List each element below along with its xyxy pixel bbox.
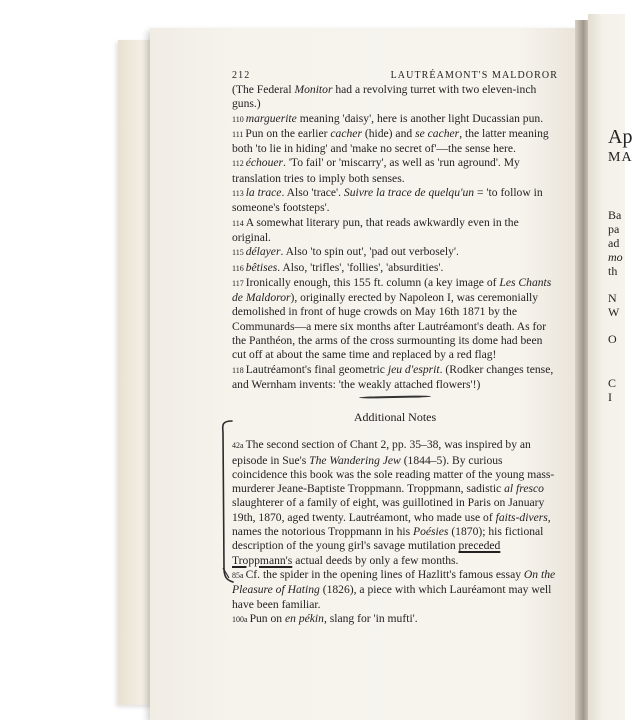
book-gutter — [575, 20, 589, 720]
note-100a: 100a Pun on en pékin, slang for 'in mufti'. — [232, 611, 418, 625]
running-head — [232, 70, 558, 81]
facing-page-text: Ba — [608, 208, 622, 222]
facing-page-text: O — [608, 332, 617, 346]
note-115: 115 délayer. Also 'to spin out', 'pad out verbosely'. — [232, 245, 459, 259]
facing-page-text: th — [608, 264, 618, 278]
facing-page-text: I — [608, 390, 612, 404]
additional-notes-heading: Additional Notes — [353, 410, 437, 425]
note-110: 110 marguerite meaning 'daisy', here is another light Ducassian pun. — [232, 111, 544, 125]
book-page-right — [588, 14, 633, 720]
note-113: 113 la trace. Also 'trace'. Suivre la trace de quelqu'un = 'to follow in someone's footsteps'. — [232, 186, 543, 215]
ink-underline-stroke — [359, 396, 431, 399]
note-continuation: (The Federal Monitor had a revolving turret with two eleven-inch guns.) — [232, 83, 537, 111]
facing-page-text: C — [608, 376, 617, 390]
page-content — [232, 70, 558, 627]
note-114: 114 A somewhat literary pun, that reads awkwardly even in the original. — [232, 215, 519, 244]
facing-page-text: MA — [608, 150, 633, 165]
facing-page-text: W — [608, 305, 620, 319]
facing-page-text: N — [608, 291, 617, 305]
note-111: 111 Pun on the earlier cacher (hide) and se cacher, the latter meaning both 'to lie in hiding' and 'make no secret of'—the sense here. — [232, 126, 549, 156]
note-85a: 85a Cf. the spider in the opening lines of Hazlitt's famous essay On the Pleasure of Hating (1826), a piece with which Lauréamont may well have been familiar. — [232, 567, 556, 611]
page-number: 212 — [232, 70, 251, 81]
facing-page-text: Ap — [608, 126, 633, 148]
facing-page-text: pa — [608, 222, 620, 236]
note-112: 112 échouer. 'To fail' or 'miscarry', as well as 'run aground'. My translation tries to imply both senses. — [232, 156, 520, 185]
running-title: LAUTRÉAMONT'S MALDOROR — [390, 70, 558, 81]
facing-page-text: mo — [608, 250, 623, 264]
facing-page-text: ad — [608, 236, 620, 250]
handwritten-bracket-icon — [215, 418, 235, 588]
note-118: 118 Lautréamont's final geometric jeu d'esprit. (Rodker changes tense, and Wernham invents: 'the weakly attached flowers'!) — [232, 362, 554, 391]
handwritten-underline: preceded Troppmann's — [232, 539, 501, 567]
note-117: 117 Ironically enough, this 155 ft. column (a key image of Les Chants de Maldoror), originally erected by Napoleon I, was ceremonially demolished in front of huge crowds on May 16th 1871 by the Communards—a mere six months after Lautréamont's death. As for the Panthéon, the arms of the cross surmounting its dome had been cut off at about the same time and replaced by a red flag! — [232, 275, 552, 362]
note-116: 116 bêtises. Also, 'trifles', 'follies', 'absurdities'. — [232, 260, 444, 274]
note-42a: 42a The second section of Chant 2, pp. 35–38, was inspired by an episode in Sue's The Wandering Jew (1844–5). By curious coincidence this book was the sole reading matter of the young mass-murderer Jeane-Baptiste Troppmann. Troppmann, sadistic al fresco slaughterer of a family of eight, was guillotined in Paris on January 19th, 1870, aged twenty. Lautréamont, who made use of faits-divers, names the notorious Troppmann in his Poésies (1870); his fictional description of the young girl's savage mutilation preceded Troppmann's actual deeds by only a few months. — [232, 438, 555, 567]
